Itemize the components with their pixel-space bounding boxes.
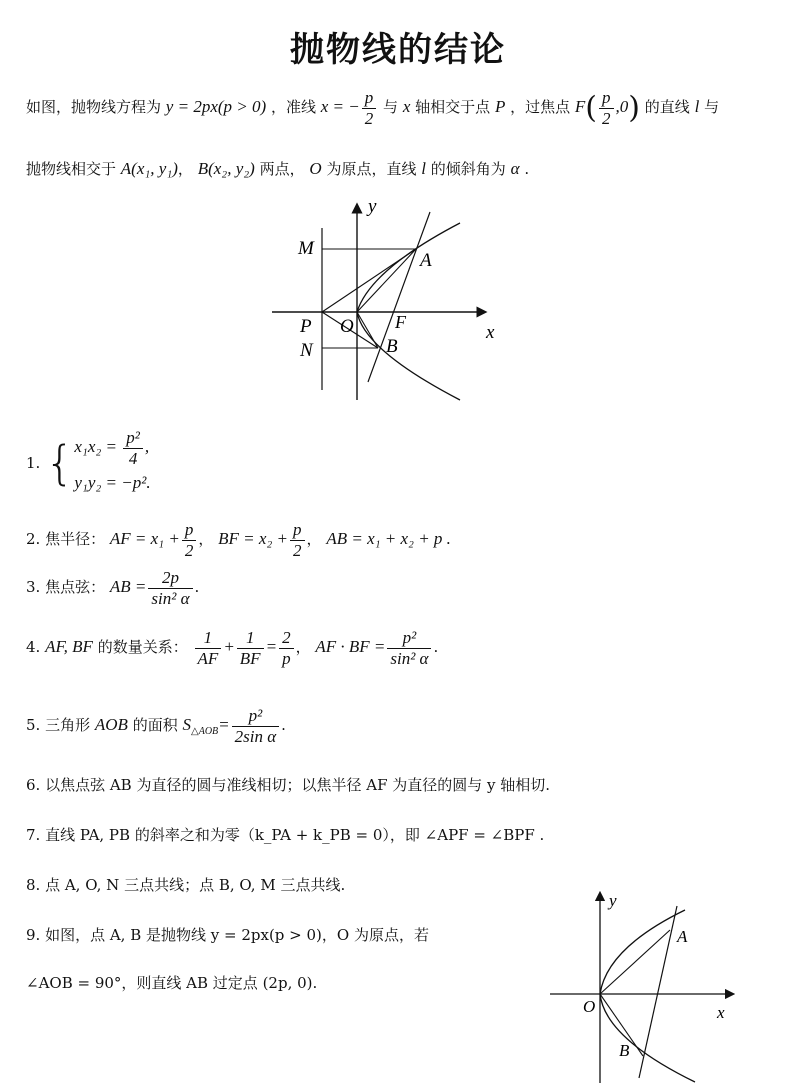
item-8: 8. 点 A, O, N 三点共线；点 B, O, M 三点共线. [26,876,346,894]
label-b: B [619,1041,630,1060]
intro-line-1: 如图，抛物线方程为 y = 2px(p > 0) ，准线 x = − $\frac{p}{2}$ 与 x 轴相交于点 P ，过焦点 F( $\frac{p}{2}$ ,0) 的直线 l 与 [26,88,720,128]
equation-system: x₁x₂ = $\frac{\text{p²}}{4}$ , y₁y₂ = −p². [74,428,151,493]
fraction: $\frac{p}{2}$ [599,88,614,128]
fraction: $\frac{p}{2}$ [362,88,377,128]
page-title: 抛物线的结论 [290,30,506,70]
math-symbol: P [494,97,506,117]
line-o-a [357,249,416,312]
line-p-a [322,249,416,312]
intro-text: 的直线 [644,98,690,117]
label-m: M [298,238,314,259]
intro-text: ，准线 [270,98,316,117]
figure-2-parabola-diagram [545,888,745,1088]
focal-chord-line [368,212,430,382]
item-5: 5. 三角形 AOB 的面积 $S_{\triangle AOB}=$ $\frac{\text{p²}}{\text{2sin α}}$ . [26,706,286,746]
item-1: 1. { x₁x₂ = $\frac{\text{p²}}{4}$ , y₁y₂ = −p². [26,428,151,498]
label-p: P [300,316,312,337]
parabola-equation: y = 2px(p > 0) [165,97,267,117]
math-symbol: F [574,97,586,117]
point-b: B(x₂, y₂) [197,159,255,178]
directrix-equation: x = − [320,97,360,117]
intro-text: 轴相交于点 [415,98,491,117]
label-y: y [609,891,617,910]
item-9-line-1: 9. 如图，点 A, B 是抛物线 y = 2px(p > 0)，O 为原点，若 [26,926,429,944]
intro-text: 与 [704,98,720,117]
label-o: O [583,997,596,1016]
intro-text: 如图，抛物线方程为 [26,98,162,117]
math-symbol: l [694,97,700,117]
item-4: 4. AF, BF 的数量关系： $\frac{1}{AF}$ + $\frac{1}{BF}$ = $\frac{2}{p}$ ， AF · BF = $\frac{\text{p²}}{\text{sin² α}}$ . [26,628,439,668]
label-x: x [486,322,495,343]
label-a: A [677,927,688,946]
intro-text: ，过焦点 [510,98,571,117]
item-3: 3. 焦点弦： AB = $\frac{2p}{\text{sin² α}}$ . [26,568,200,608]
item-6: 6. 以焦点弦 AB 为直径的圆与准线相切；以焦半径 AF 为直径的圆与 y 轴相切. [26,776,551,794]
label-a: A [420,250,432,271]
figure-1-parabola-diagram [260,190,520,415]
system-brace: { [45,436,75,491]
label-n: N [300,340,313,361]
point-a: A(x₁, y₁) [120,159,178,178]
item-9-line-2: ∠AOB = 90°，则直线 AB 过定点 (2p, 0). [26,974,318,992]
item-7: 7. 直线 PA, PB 的斜率之和为零（k_PA + k_PB = 0），即 ∠APF = ∠BPF . [26,826,545,844]
math-symbol: x [402,97,411,117]
chord-line-ab [639,906,677,1078]
label-y: y [368,196,377,217]
intro-text: 与 [383,98,399,117]
label-o: O [340,316,354,337]
label-b: B [386,336,398,357]
label-x: x [717,1003,725,1022]
intro-line-2: 抛物线相交于 A(x₁, y₁)， B(x₂, y₂) 两点， O 为原点，直线 l 的倾斜角为 α . [26,159,530,178]
line-o-b [357,312,378,348]
item-2: 2. 焦半径： AF = x₁ + $\frac{p}{2}$ ， BF = x₂ + $\frac{p}{2}$ ， AB = x₁ + x₂ + p . [26,520,451,560]
label-f: F [395,312,406,332]
